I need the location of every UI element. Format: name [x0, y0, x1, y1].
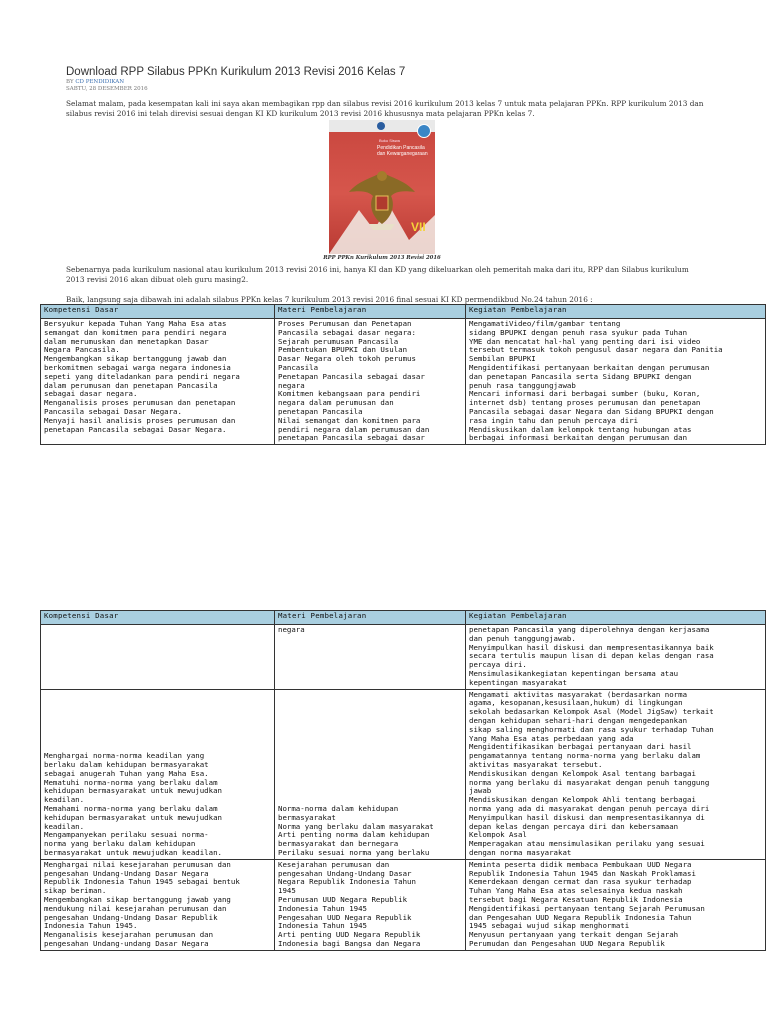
header-materi-pembelajaran: Materi Pembelajaran — [275, 611, 466, 625]
cell-line: berkomitmen sebagai warga negara indonesia — [44, 363, 231, 372]
header-materi-pembelajaran: Materi Pembelajaran — [275, 305, 466, 319]
cell-line: dan penuh tanggungjawab. — [469, 634, 576, 643]
cell-line: sebagai anugerah Tuhan yang Maha Esa. — [44, 769, 209, 778]
cell-kd — [41, 859, 275, 950]
cell-line: Bersyukur kepada Tuhan Yang Maha Esa atas — [44, 320, 227, 328]
table-row — [41, 689, 766, 859]
cover-small-text: Buku Siswa — [379, 138, 400, 143]
cell-line: Mengidentifikasi pertanyaan tentang Sejarah Perumusan — [469, 904, 705, 913]
cell-line: negara — [278, 381, 305, 390]
cover-grade: VII — [411, 220, 426, 234]
cell-line: Pancasila sebagai Dasar Negara. — [44, 407, 182, 416]
cell-kegiatan — [466, 319, 766, 445]
cell-line: dalam perumusan dan penetapan Pancasila — [44, 381, 218, 390]
cell-line: bermasyarakat dan bernegara — [278, 840, 399, 849]
cell-line: Kemerdekaan dengan cermat dan rasa syukur terhadap — [469, 878, 692, 887]
cell-line: MengamatiVideo/film/gambar tentang — [469, 320, 621, 328]
cell-kegiatan — [466, 625, 766, 690]
cell-line: Mengidentifikasikan berbagai pertanyaan dari hasil — [469, 743, 692, 752]
cell-line: norma yang berlaku dalam kehidupan — [44, 840, 196, 849]
cell-line: penetapan Pancasila yang diperolehnya dengan kerjasama — [469, 626, 710, 634]
cell-line: Perumudan dan Pengesahan UUD Negara Republik — [469, 939, 665, 948]
cell-line: dalam merumuskan dan menetapkan Dasar — [44, 337, 209, 346]
cell-line: kehidupan bermasyarakat untuk mewujudkan — [44, 787, 222, 796]
post-byline — [66, 79, 124, 85]
cell-line: rasa ingin tahu dan penuh percaya diri — [469, 416, 639, 425]
cell-materi — [275, 319, 466, 445]
cell-line: semangat dan komitmen para pendiri negara — [44, 328, 227, 337]
cell-line: Mengidentifikasi pertanyaan berkaitan dengan perumusan — [469, 363, 710, 372]
cell-line: Komitmen kebangsaan para pendiri — [278, 390, 421, 399]
cell-line: 1945 — [278, 887, 296, 896]
cell-line: Memahami norma-norma yang berlaku dalam — [44, 804, 218, 813]
cell-line: dengan norma masyarakat — [469, 848, 572, 857]
cell-line: Arti penting UUD Negara Republik — [278, 931, 421, 940]
paragraph-3: Baik, langsung saja dibawah ini adalah silabus PPKn kelas 7 kurikulum 2013 revisi 2016 final sesuai KI KD permendikbud No.24 tahun 2016 : — [66, 295, 593, 304]
table-header-row — [41, 611, 766, 625]
cell-line: Pancasila sebagai dasar Negara dan Sidang BPUPKI dengan — [469, 407, 714, 416]
cell-line: Mengembangkan sikap bertanggung jawab yang — [44, 895, 231, 904]
table-row — [41, 625, 766, 690]
cell-line: Norma-norma dalam kehidupan — [278, 804, 399, 813]
cell-line: Menyaji hasil analisis proses perumusan dan — [44, 416, 236, 425]
cell-line: Mensimulasikankegiatan kepentingan bersama atau — [469, 669, 679, 678]
cell-line: Sejarah perumusan Pancasila — [278, 337, 399, 346]
cell-line: sekolah bedasarkan Kelompok Asal (Model JigSaw) terkait — [469, 708, 714, 717]
cell-line: Yang Maha Esa atas perbedaan yang ada — [469, 734, 634, 743]
cell-line: Indonesia Tahun 1945 — [278, 904, 367, 913]
cell-line: Proses Perumusan dan Penetapan — [278, 320, 412, 328]
cell-line: Mematuhi norma-norma yang berlaku dalam — [44, 778, 218, 787]
cell-line: internet dsb) tentang proses perumusan dan penetapan — [469, 399, 701, 408]
cell-line: Pancasila — [278, 363, 319, 372]
syllabus-table-2 — [40, 610, 766, 951]
cell-line: Penetapan Pancasila sebagai dasar — [278, 372, 425, 381]
cell-line: pendiri negara dalam perumusan dan — [278, 425, 430, 434]
cell-line: norma yang ada di masyarakat dengan penuh percaya diri — [469, 804, 710, 813]
cell-line: Nilai semangat dan komitmen para — [278, 416, 421, 425]
cell-line: percaya diri. — [469, 661, 527, 670]
cell-line: kehidupan bermasyarakat untuk mewujudkan — [44, 813, 222, 822]
cell-line: sebagai dasar negara. — [44, 390, 138, 399]
header-kompetensi-dasar: Kompetensi Dasar — [41, 305, 275, 319]
cell-line: penuh rasa tanggungjawab — [469, 381, 576, 390]
cell-line: aktivitas masyarakat tersebut. — [469, 760, 603, 769]
cell-line: Indonesia Tahun 1945 — [278, 922, 367, 931]
cell-line: agama, kesopanan,kesusilaan,hukum) di lingkungan — [469, 699, 683, 708]
cell-kd — [41, 625, 275, 690]
cell-line: dengan kehidupan sehari-hari dengan mengedepankan — [469, 716, 688, 725]
cell-line: tersebut termasuk tokoh pengusul dasar negara dan Panitia — [469, 346, 723, 355]
header-kegiatan-pembelajaran: Kegiatan Pembelajaran — [466, 611, 766, 625]
cell-line: Memperagakan atau mensimulasikan perilaku yang sesuai — [469, 840, 705, 849]
cell-line: penetapan Pancasila sebagai dasar — [278, 434, 425, 443]
cell-kegiatan — [466, 859, 766, 950]
cell-line: kepentingan masyarakat — [469, 678, 567, 687]
table-header-row — [41, 305, 766, 319]
cell-line: tersebut bagi Negara Kesatuan Republik Indonesia — [469, 895, 683, 904]
cell-line: Mengamati aktivitas masyarakat (berdasarkan norma — [469, 690, 688, 699]
cell-line: Republik Indonesia Tahun 1945 sebagai bentuk — [44, 878, 240, 887]
cell-line: pengesahan Undang-Undang Dasar Negara — [44, 869, 209, 878]
post-date: SABTU, 28 DESEMBER 2016 — [66, 86, 148, 92]
cell-line: sepeti yang diteladankan para pendiri negara — [44, 372, 240, 381]
cell-line: norma yang berlaku di masyarakat dengan penuh tanggung — [469, 778, 710, 787]
cell-line: dan penetapan Pancasila serta Sidang BPUPKI dengan — [469, 372, 692, 381]
cell-line: sikap saling menghormati dan rasa syukur terhadap Tuhan — [469, 725, 714, 734]
cell-line: Mendiskusikan dengan Kelompok Asal tentang barbagai — [469, 769, 696, 778]
cell-line: penetapan Pancasila sebagai Dasar Negara. — [44, 425, 227, 434]
page-title: Download RPP Silabus PPKn Kurikulum 2013 Revisi 2016 Kelas 7 — [66, 66, 406, 78]
cell-kd — [41, 319, 275, 445]
cell-line: Meminta peserta didik membaca Pembukaan UUD Negara — [469, 860, 692, 869]
cell-line: Menyimpulkan hasil diskusi dan mempresentasikannya di — [469, 813, 705, 822]
cell-line: sikap beriman. — [44, 887, 107, 896]
cell-line: Menghargai nilai kesejarahan perumusan dan — [44, 860, 231, 869]
table-row — [41, 859, 766, 950]
cover-title: Pendidikan Pancasila dan Kewarganegaraan — [377, 145, 428, 157]
cell-line: penetapan Pancasila — [278, 407, 363, 416]
image-caption: RPP PPKn Kurikulum 2013 Revisi 2016 — [323, 255, 441, 261]
cell-materi — [275, 859, 466, 950]
cell-line: dan Pengesahan UUD Negara Republik Indonesia Tahun — [469, 913, 692, 922]
cell-line: negara dalam perumusan dan — [278, 399, 394, 408]
cell-line: Pancasila sebagai dasar negara: — [278, 328, 416, 337]
cell-line: Kesejarahan perumusan dan — [278, 860, 390, 869]
cell-line: Arti penting norma dalam kehidupan — [278, 831, 430, 840]
cell-line: mendukung nilai kesejarahan perumusan dan — [44, 904, 227, 913]
cell-line: Norma yang berlaku dalam masyarakat — [278, 822, 434, 831]
cell-line: Perilaku sesuai norma yang berlaku — [278, 848, 430, 857]
author-link[interactable]: CD PENDIDIKAN — [75, 79, 125, 85]
cell-line: Mendiskusikan dalam kelompok tentang hubungan atas — [469, 425, 692, 434]
cell-line: Menganalisis proses perumusan dan penetapan — [44, 399, 236, 408]
cell-line: Perumusan UUD Negara Republik — [278, 895, 408, 904]
cell-line: Dasar Negara oleh tokoh perumus — [278, 355, 416, 364]
cell-line: Tuhan Yang Maha Esa atas selesainya kedua naskah — [469, 887, 683, 896]
cell-line: berbagai informasi berkaitan dengan perumusan dan — [469, 434, 688, 443]
by-label: BY — [66, 79, 74, 85]
cell-line: Kelompok Asal — [469, 831, 527, 840]
syllabus-table-1 — [40, 304, 766, 445]
cell-line: YME dan mencatat hal-hal yang penting dari isi video — [469, 337, 701, 346]
cell-line: Sembilan BPUPKI — [469, 355, 536, 364]
cell-line: Pembentukan BPUPKI dan Usulan — [278, 346, 408, 355]
cell-line: Mencari informasi dari berbagai sumber (buku, Koran, — [469, 390, 701, 399]
cell-line: bermasyarakat untuk mewujudkan keadilan. — [44, 848, 222, 857]
cell-kd — [41, 689, 275, 859]
cell-line: pengesahan Undang-undang Dasar Negara — [44, 939, 209, 948]
cell-line: Negara Pancasila. — [44, 346, 120, 355]
cell-line: Menganalisis kesejarahan perumusan dan — [44, 931, 214, 940]
cell-line: Indonesia Tahun 1945. — [44, 922, 138, 931]
table-row — [41, 319, 766, 445]
cell-line: bermasyarakat — [278, 813, 336, 822]
cell-materi — [275, 689, 466, 859]
cell-line: Menyusun pertanyaan yang terkait dengan Sejarah — [469, 931, 679, 940]
cell-line: Menyimpulkan hasil diskusi dan mempresentasikannya baik — [469, 643, 714, 652]
cell-line: pengesahan Undang-Undang Dasar — [278, 869, 412, 878]
cell-line: Mengembangkan sikap bertanggung jawab dan — [44, 355, 227, 364]
header-kegiatan-pembelajaran: Kegiatan Pembelajaran — [466, 305, 766, 319]
cell-line: Republik Indonesia Tahun 1945 dan Naskah Proklamasi — [469, 869, 696, 878]
cell-line: pengesahan Undang-Undang Dasar Republik — [44, 913, 218, 922]
cell-line: pengamatannya tentang norma-norma yang berlaku dalam — [469, 752, 701, 761]
cell-line: 1945 sebagai wujud sikap menghormati — [469, 922, 630, 931]
cell-line: jawab — [469, 787, 492, 796]
cell-line: negara — [278, 626, 305, 634]
paragraph-2: Sebenarnya pada kurikulum nasional atau kurikulum 2013 revisi 2016 ini, hanya KI dan KD yang dikeluarkan oleh pemeritah maka dari itu, RPP dan Silabus kurikulum 2013 revisi 2016 akan dibuat oleh guru masing2. — [66, 265, 689, 284]
cell-line: Indonesia bagi Bangsa dan Negara — [278, 939, 421, 948]
book-cover-image — [329, 120, 435, 254]
cell-line: Pengesahan UUD Negara Republik — [278, 913, 412, 922]
cell-line: keadilan. — [44, 822, 85, 831]
cell-line: Negara Republik Indonesia Tahun — [278, 878, 416, 887]
cell-line: keadilan. — [44, 796, 85, 805]
intro-paragraph: Selamat malam, pada kesempatan kali ini saya akan membagikan rpp dan silabus revisi 2016 kurikulum 2013 kelas 7 untuk mata pelajaran PPKn. RPP kurikulum 2013 dan silabus revisi 2016 ini telah direvisi sesuai dengan KI KD kurikulum 2013 revisi 2016 khususnya mata pelajaran PPKn kelas 7. — [66, 99, 704, 118]
header-kompetensi-dasar: Kompetensi Dasar — [41, 611, 275, 625]
cell-kegiatan — [466, 689, 766, 859]
cell-line: secara tertulis maupun lisan di depan kelas dengan rasa — [469, 652, 714, 661]
cell-line: berlaku dalam kehidupan bermasyarakat — [44, 760, 209, 769]
cell-line: depan kelas dengan percaya diri dan kebersamaan — [469, 822, 679, 831]
cell-materi — [275, 625, 466, 690]
cell-line: Mengampanyekan perilaku sesuai norma- — [44, 831, 209, 840]
cell-line: Menghargai norma-norma keadilan yang — [44, 752, 205, 761]
cell-line: sidang BPUPKI dengan penuh rasa syukur pada Tuhan — [469, 328, 688, 337]
cell-line: Mendiskusikan dengan Kelompok Ahli tentang berbagai — [469, 796, 696, 805]
